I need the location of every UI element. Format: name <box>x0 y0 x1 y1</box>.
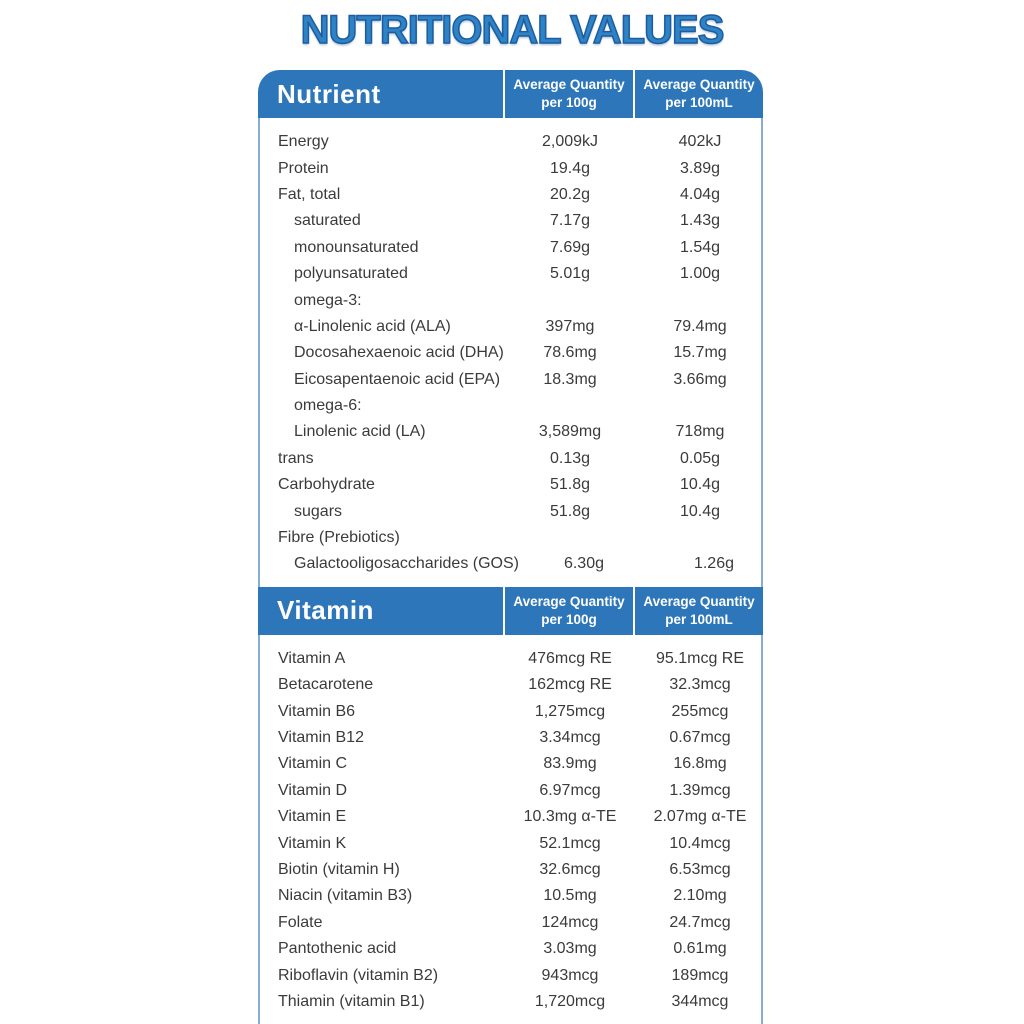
col-header-line: per 100g <box>541 611 597 627</box>
row-label: Vitamin B12 <box>278 729 364 746</box>
value-per-100g: 1,275mcg <box>534 702 606 720</box>
nutrient-section-title: Nutrient <box>277 78 381 109</box>
value-per-100g: 0.13g <box>549 449 591 467</box>
nutrient-section <box>258 70 763 587</box>
col-header-line: Average Quantity <box>643 77 755 93</box>
value-per-100ml: 3.66mg <box>673 370 727 388</box>
value-per-100g: 20.2g <box>549 185 591 203</box>
table-row <box>260 672 761 698</box>
row-label: Vitamin E <box>278 808 347 826</box>
value-per-100g: 7.69g <box>549 238 591 256</box>
table-row <box>260 883 761 909</box>
row-label: trans <box>278 449 314 467</box>
value-per-100ml: 24.7mcg <box>669 913 731 931</box>
table-row <box>260 751 761 777</box>
value-per-100g: 124mcg <box>541 913 599 931</box>
value-per-100ml: 1.54g <box>679 238 721 256</box>
value-per-100ml: 3.89g <box>679 159 721 177</box>
value-per-100ml: 0.61mg <box>673 940 727 958</box>
value-per-100g: 2,009kJ <box>541 133 599 151</box>
value-per-100ml: 718mg <box>675 423 725 441</box>
table-row <box>260 340 761 366</box>
table-row <box>260 778 761 804</box>
table-row <box>260 129 761 155</box>
vitamin-section-title: Vitamin <box>277 595 374 626</box>
nutrition-table <box>258 70 763 1024</box>
table-row <box>260 725 761 751</box>
row-label: Riboflavin (vitamin B2) <box>278 966 439 984</box>
table-row <box>260 910 761 936</box>
table-row <box>260 367 761 393</box>
value-per-100ml: 10.4mcg <box>669 834 731 852</box>
table-row <box>260 857 761 883</box>
row-label: Thiamin (vitamin B1) <box>278 992 425 1010</box>
value-per-100ml: 344mcg <box>671 992 729 1010</box>
value-per-100ml: 0.05g <box>679 449 721 467</box>
vitamin-section <box>258 587 763 1024</box>
value-per-100g: 32.6mcg <box>539 860 601 878</box>
vitamin-section-header <box>258 587 763 635</box>
row-label: sugars <box>294 502 343 520</box>
row-label: Pantothenic acid <box>278 940 397 958</box>
row-label: Fat, total <box>278 185 341 203</box>
value-per-100ml: 15.7mg <box>673 344 727 362</box>
table-row <box>260 314 761 340</box>
row-label: Docosahexaenoic acid (DHA) <box>294 344 504 362</box>
table-row <box>260 646 761 672</box>
vitamin-rows <box>258 635 763 1024</box>
table-row <box>260 287 761 313</box>
value-per-100g: 3.34mcg <box>539 729 601 746</box>
table-row <box>260 208 761 234</box>
row-label: Eicosapentaenoic acid (EPA) <box>294 370 501 388</box>
value-per-100g: 52.1mcg <box>539 834 601 852</box>
value-per-100ml: 79.4mg <box>673 317 727 335</box>
table-row <box>260 155 761 181</box>
value-per-100g: 51.8g <box>549 476 591 494</box>
col-header-line: Average Quantity <box>643 594 755 610</box>
row-label: Fibre (Prebiotics) <box>278 529 400 547</box>
value-per-100g: 83.9mg <box>543 755 597 773</box>
row-label: monounsaturated <box>294 238 419 256</box>
row-label: omega-6: <box>294 397 362 415</box>
value-per-100g: 19.4g <box>549 159 591 177</box>
table-row <box>260 498 761 524</box>
value-per-100g: 162mcg RE <box>528 676 612 694</box>
table-row <box>260 393 761 419</box>
value-per-100ml: 0.67mcg <box>669 729 731 746</box>
value-per-100ml: 1.39mcg <box>669 781 731 799</box>
col-header-per-100ml <box>633 587 763 635</box>
value-per-100ml: 2.07mg α-TE <box>653 808 747 826</box>
col-header-per-100g <box>503 70 633 118</box>
row-label: Niacin (vitamin B3) <box>278 887 413 905</box>
row-label: Energy <box>278 133 329 151</box>
value-per-100ml: 255mcg <box>671 702 729 720</box>
value-per-100ml: 1.43g <box>679 212 721 230</box>
value-per-100g: 6.97mcg <box>539 781 601 799</box>
table-row <box>260 525 761 551</box>
row-label: Linolenic acid (LA) <box>294 423 426 441</box>
row-label: α-Linolenic acid (ALA) <box>294 317 451 335</box>
value-per-100g: 10.5mg <box>543 887 597 905</box>
row-label: Betacarotene <box>278 676 374 694</box>
value-per-100ml: 95.1mcg RE <box>655 649 745 667</box>
table-row <box>260 551 761 577</box>
row-label: Vitamin B6 <box>278 702 356 720</box>
table-row <box>260 472 761 498</box>
value-per-100g: 3,589mg <box>538 423 602 441</box>
row-label: Biotin (vitamin H) <box>278 860 400 878</box>
col-header-per-100ml <box>633 70 763 118</box>
value-per-100ml: 189mcg <box>671 966 729 984</box>
value-per-100g: 5.01g <box>549 265 591 283</box>
col-header-line: Average Quantity <box>513 77 625 93</box>
table-row <box>260 235 761 261</box>
col-header-line: per 100mL <box>665 611 733 627</box>
row-label: Folate <box>278 913 323 931</box>
value-per-100ml: 32.3mcg <box>669 676 731 694</box>
value-per-100g: 397mg <box>545 317 595 335</box>
value-per-100ml: 10.4g <box>679 502 721 520</box>
value-per-100ml: 402kJ <box>678 133 722 151</box>
value-per-100ml: 16.8mg <box>673 755 727 773</box>
value-per-100g: 3.03mg <box>543 940 597 958</box>
table-row <box>260 962 761 988</box>
value-per-100ml: 2.10mg <box>673 887 727 905</box>
table-row <box>260 830 761 856</box>
row-label: Galactooligosaccharides (GOS) <box>294 555 519 573</box>
table-row <box>260 804 761 830</box>
value-per-100g: 1,720mcg <box>534 992 606 1010</box>
value-per-100ml: 1.00g <box>679 265 721 283</box>
table-row <box>260 446 761 472</box>
value-per-100g: 476mcg RE <box>528 649 612 667</box>
col-header-line: per 100mL <box>665 95 733 110</box>
row-label: Protein <box>278 159 329 177</box>
value-per-100g: 51.8g <box>549 502 591 520</box>
col-header-per-100g <box>503 587 633 635</box>
row-label: Vitamin D <box>278 781 348 799</box>
value-per-100ml: 1.26g <box>693 555 734 573</box>
value-per-100ml: 10.4g <box>679 476 721 494</box>
value-per-100ml: 6.53mcg <box>669 860 731 878</box>
table-row <box>260 989 761 1015</box>
table-row <box>260 419 761 445</box>
row-label: Carbohydrate <box>278 476 375 494</box>
row-label: Vitamin K <box>278 834 347 852</box>
table-row <box>260 936 761 962</box>
value-per-100g: 7.17g <box>549 212 591 230</box>
row-label: Vitamin C <box>278 755 348 773</box>
value-per-100g: 943mcg <box>541 966 599 984</box>
table-row <box>260 698 761 724</box>
row-label: saturated <box>294 212 361 230</box>
value-per-100g: 6.30g <box>563 555 604 573</box>
row-label: polyunsaturated <box>294 265 408 283</box>
nutrient-rows <box>258 118 763 587</box>
nutrient-section-header <box>258 70 763 118</box>
col-header-line: per 100g <box>541 95 597 110</box>
value-per-100g: 10.3mg α-TE <box>523 808 617 826</box>
value-per-100ml: 4.04g <box>679 185 721 203</box>
col-header-line: Average Quantity <box>513 594 625 610</box>
value-per-100g: 78.6mg <box>543 344 597 362</box>
row-label: Vitamin A <box>278 649 346 667</box>
table-row <box>260 182 761 208</box>
row-label: omega-3: <box>294 291 362 309</box>
value-per-100g: 18.3mg <box>543 370 597 388</box>
page-title: NUTRITIONAL VALUES <box>300 8 724 52</box>
table-row <box>260 261 761 287</box>
